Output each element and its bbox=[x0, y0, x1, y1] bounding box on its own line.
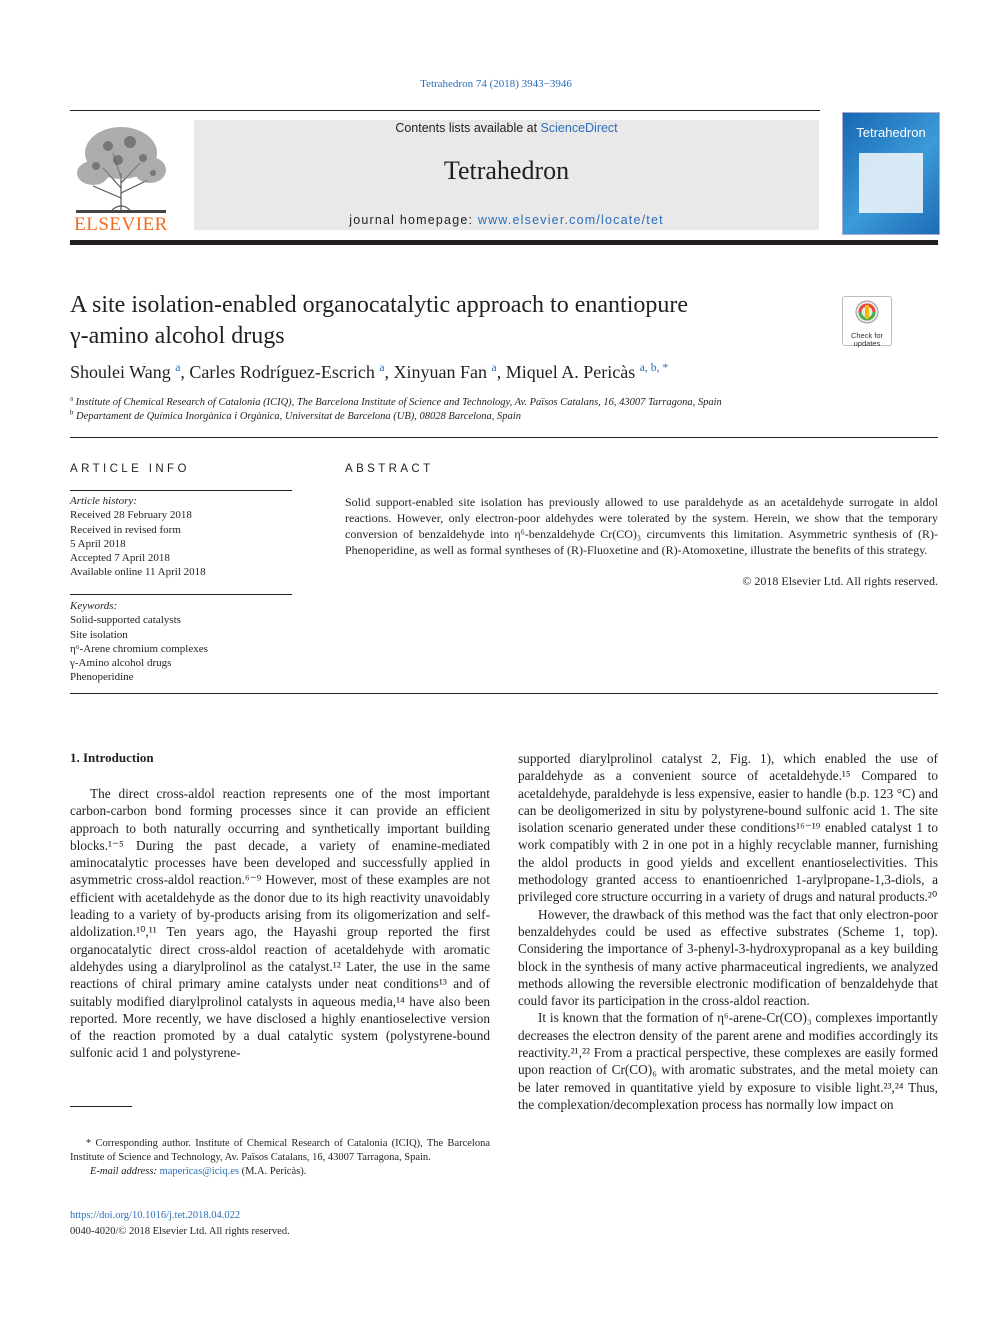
doi-link[interactable]: https://doi.org/10.1016/j.tet.2018.04.022 bbox=[70, 1210, 241, 1221]
author-name[interactable]: Carles Rodríguez-Escrich bbox=[189, 362, 375, 382]
history-item: 5 April 2018 bbox=[70, 537, 126, 550]
check-for-updates-button[interactable] bbox=[842, 296, 892, 346]
journal-reference-link[interactable]: Tetrahedron 74 (2018) 3943−3946 bbox=[420, 78, 572, 90]
cover-title: Tetrahedron bbox=[856, 125, 926, 140]
affiliation-item bbox=[70, 396, 722, 410]
elsevier-logo bbox=[68, 118, 174, 236]
journal-name: Tetrahedron bbox=[443, 156, 570, 185]
crossmark-label: Check for updates bbox=[850, 331, 884, 348]
body-column-left bbox=[70, 785, 490, 1062]
corresponding-author-note: * Corresponding author. Institute of Chemical Research of Catalonia (ICIQ), The Barcelona Institute of Science and Technology, Av. Països Catalans, 16, 43007 Tarragona, Spain. bbox=[70, 1138, 490, 1163]
history-item: Received 28 February 2018 bbox=[70, 509, 192, 522]
copyright-notice: © 2018 Elsevier Ltd. All rights reserved. bbox=[742, 574, 938, 588]
footnote bbox=[70, 1137, 490, 1179]
history-item: Accepted 7 April 2018 bbox=[70, 552, 170, 565]
article-title bbox=[70, 290, 810, 352]
homepage-line bbox=[194, 213, 819, 227]
author-list: Shoulei Wang $^a$, Carles Rodríguez-Escrich $^a$, Xinyuan Fan $^a$, Miquel A. Pericàs $^{a, b, *}$ bbox=[70, 361, 669, 382]
author-affiliation-sup[interactable]: a bbox=[491, 361, 497, 374]
affiliation-item bbox=[70, 410, 722, 424]
keyword-item: γ-Amino alcohol drugs bbox=[70, 657, 172, 670]
info-rule bbox=[70, 594, 292, 595]
affiliation-text: Departament de Química Inorgànica i Orgànica, Universitat de Barcelona (UB), 08028 Barcelona, Spain bbox=[76, 411, 521, 422]
homepage-link[interactable]: www.elsevier.com/locate/tet bbox=[477, 213, 664, 227]
keywords-label: Keywords: bbox=[70, 600, 118, 612]
email-line bbox=[70, 1165, 490, 1179]
author-affiliation-sup[interactable]: a bbox=[175, 361, 181, 374]
footnote-rule bbox=[70, 1106, 132, 1107]
sciencedirect-link[interactable]: ScienceDirect bbox=[540, 121, 618, 135]
contents-line bbox=[194, 121, 819, 135]
affiliation-sup: b bbox=[70, 409, 74, 417]
affiliations bbox=[70, 396, 722, 424]
keyword-item: η⁶-Arene chromium complexes bbox=[70, 642, 208, 655]
issn-line: 0040-4020/© 2018 Elsevier Ltd. All rights reserved. bbox=[70, 1226, 290, 1237]
author-name[interactable]: Xinyuan Fan bbox=[393, 362, 488, 382]
email-suffix: (M.A. Pericàs). bbox=[238, 1166, 307, 1177]
elsevier-wordmark: ELSEVIER bbox=[74, 214, 168, 235]
abstract-heading: ABSTRACT bbox=[345, 463, 434, 475]
keyword-item: Solid-supported catalysts bbox=[70, 614, 181, 627]
body-paragraph: The direct cross-aldol reaction represents one of the most important carbon-carbon bond forming processes since it can provide an efficient approach to both naturally occurring and synthetically important building blocks.¹⁻⁵ During the past decade, a variety of enamine-mediated aminocatalytic processes have been developed and successfully applied in asymmetric cross-aldol reaction.⁶⁻⁹ However, most of these examples are not efficient with acetaldehyde as the donor due to its high reactivity unavoidably leading to a variety of by-products arising from its oligomerization and self-aldolization.¹⁰,¹¹ Ten years ago, the Hayashi group reported the first organocatalytic direct cross-aldol reaction of acetaldehyde with aromatic aldehydes using a diarylprolinol as the catalyst.¹² Later, the use in the same reactions of chiral primary amine catalysts under neat conditions¹³ and of suitably modified diarylprolinol catalysts in aqueous media,¹⁴ have also been reported. More recently, we have disclosed a highly enantioselective version of the reaction promoted by a dual catalytic system (polystyrene-bound sulfonic acid 1 and polystyrene- bbox=[70, 786, 490, 1061]
header-thick-rule bbox=[70, 240, 938, 245]
affiliation-sup: a bbox=[70, 395, 74, 403]
keywords bbox=[70, 599, 292, 685]
body-paragraph: It is known that the formation of η⁶-arene-Cr(CO)₃ complexes importantly decreases the electron density of the parent arene and modifies accordingly its reactivity.²¹,²² From a practical perspective, these complexes are easily formed upon reaction of Cr(CO)₆ with aromatic substrates, and the metal moiety can be later removed in quantitative yield by exposure to visible light.²³,²⁴ Thus, the complexation/decomplexation process has normally low impact on bbox=[518, 1010, 938, 1112]
section-rule bbox=[70, 437, 938, 438]
title-line-1: A site isolation-enabled organocatalytic approach to enantiopure bbox=[70, 292, 689, 318]
section-heading: 1. Introduction bbox=[70, 750, 154, 765]
contents-prefix: Contents lists available at bbox=[395, 121, 541, 135]
article-info-heading: ARTICLE INFO bbox=[70, 463, 190, 475]
affiliation-text: Institute of Chemical Research of Catalonia (ICIQ), The Barcelona Institute of Science and Technology, Av. Països Catalans, 16, 43007 Tarragona, Spain bbox=[75, 397, 722, 408]
homepage-prefix: journal homepage: bbox=[349, 213, 478, 227]
author-name[interactable]: Shoulei Wang bbox=[70, 362, 171, 382]
journal-cover[interactable] bbox=[842, 112, 940, 235]
history-item: Received in revised form bbox=[70, 523, 181, 536]
body-column-right bbox=[518, 750, 938, 1113]
section-rule bbox=[70, 693, 938, 694]
body-paragraph: supported diarylprolinol catalyst 2, Fig. 1), which enabled the use of paraldehyde as a convenient source of acetaldehyde.¹⁵ Compared to acetaldehyde, paraldehyde is less expensive, easier to handle (b.p. 123 °C) and can be deoligomerized in situ by polystyrene-bound sulfonic acid 1. The site isolation scenario generated under these conditions¹⁶⁻¹⁹ enabled catalyst 1 to work compatibly with 2 in one pot in a highly recyclable manner, furnishing the aldol products in good yields and excellent enantioselectivities. This methodology granted access to enantioenriched 1-arylpropane-1,3-diols, a privileged core structure occurring in a variety of drugs and natural products.²⁰ bbox=[518, 751, 938, 905]
history-label: Article history: bbox=[70, 495, 137, 507]
history-item: Available online 11 April 2018 bbox=[70, 566, 206, 579]
title-line-2: γ-amino alcohol drugs bbox=[70, 323, 285, 349]
keyword-item: Phenoperidine bbox=[70, 671, 134, 684]
article-history bbox=[70, 494, 292, 580]
info-rule bbox=[70, 490, 292, 491]
email-label: E-mail address: bbox=[90, 1166, 160, 1177]
keyword-item: Site isolation bbox=[70, 628, 128, 641]
author-affiliation-sup[interactable]: a, b, * bbox=[639, 361, 669, 374]
body-paragraph: However, the drawback of this method was the fact that only electron-poor benzaldehydes could be used as effective substrates (Scheme 1, top). Considering the importance of 3-phenyl-3-hydroxypropanal as a key building block in the synthesis of many active pharmaceutical ingredients, we analyzed methods allowing the reversible electronic modification of benzaldehyde that could favor its participation in the cross-aldol reaction. bbox=[518, 906, 938, 1009]
crossmark-icon bbox=[843, 297, 891, 327]
header-rule bbox=[70, 110, 820, 111]
author-affiliation-sup[interactable]: a bbox=[379, 361, 385, 374]
cover-graphic bbox=[859, 153, 923, 213]
abstract-text: Solid support-enabled site isolation has previously allowed to use paraldehyde as an acetaldehyde surrogate in aldol reactions. However, only electron-poor aldehydes were tolerated by the system. Herein, we show that the temporary conversion of benzaldehyde into η⁶-benzaldehyde Cr(CO)₃ circumvents this limitation. Asymmetric synthesis of (R)-Phenoperidine, as well as formal syntheses of (R)-Fluoxetine and (R)-Atomoxetine, illustrate the benefits of this strategy. bbox=[345, 495, 938, 557]
email-link[interactable]: mapericas@iciq.es bbox=[159, 1166, 239, 1177]
author-name[interactable]: Miquel A. Pericàs bbox=[505, 362, 636, 382]
